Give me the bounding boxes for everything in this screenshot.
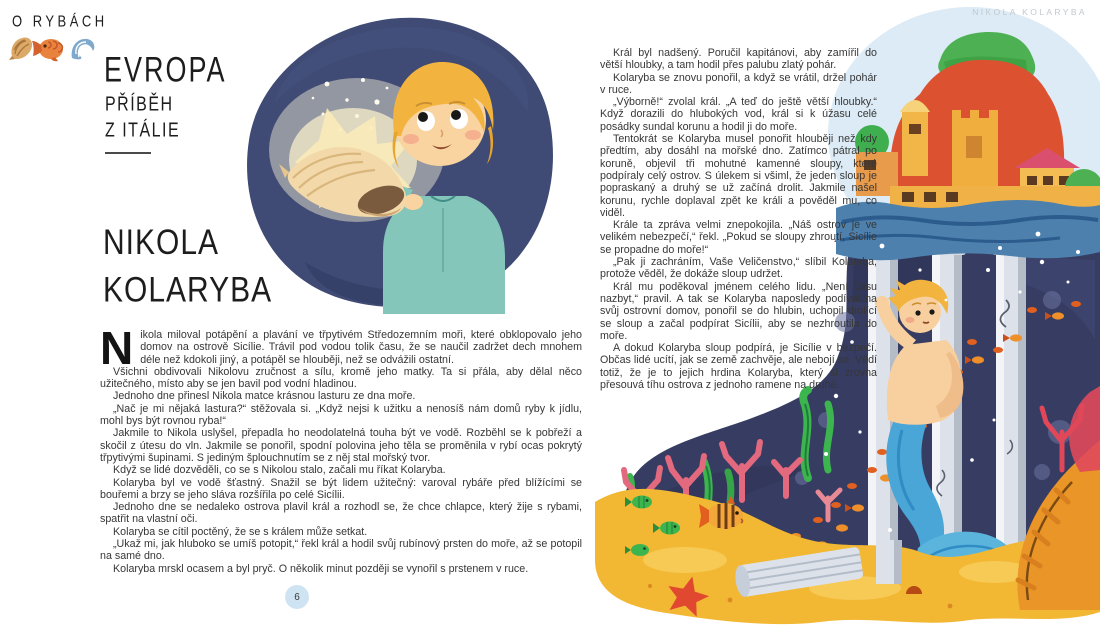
story-paragraph: Kolaryba se cítil poctěný, že se s králem může setkat. xyxy=(113,525,368,538)
subtitle-underline xyxy=(105,152,151,154)
fish-icon xyxy=(32,39,63,61)
story-paragraph: Jakmile to Nikola uslyšel, přepadla ho neodolatelná touha být ve vodě. Rozběhl se k pobřeží a skočil z útesu do vln. Jakmile se ponořil, spodní polovina jeho těla se proměnila v rybí ocas pokrytý třpytivými šupinami. S jediným šplouchnutím se z něj stal mořský tvor. xyxy=(100,427,582,464)
region-label: EVROPA xyxy=(104,50,227,90)
boy-with-shell-illustration xyxy=(235,12,565,319)
story-paragraph: „Ukaž mi, jak hluboko se umíš potopit,“ řekl král a hodil svůj rubínový prsten do moře, až se potopil na samé dno. xyxy=(100,538,582,563)
story-paragraph: Všichni obdivovali Nikolovu zručnost a sílu, kromě jeho matky. Ta si přála, aby dělal něco užitečného, místo aby se jen bavil pod vodní hladinou. xyxy=(100,365,582,391)
column-stub xyxy=(876,540,902,584)
story-paragraph: Kolaryba se znovu ponořil, a když se vrátil, držel pohár v ruce. xyxy=(600,71,877,96)
story-title-line-1: NIKOLA xyxy=(103,223,220,263)
story-paragraph: Tentokrát se Kolaryba musel ponořit hlouběji než kdy předtím, aby dosáhl na mořské dno. Zatímco pátral po koruně, objevil tři mohutné kamenné sloupy, které podpíraly celý ostrov. S úlekem si všiml, že jeden sloup je popraskaný a druhý se už začíná drolit. Jakmile našel korunu, rychle doplaval zpět ke králi a pověděl mu, co viděl. xyxy=(600,133,877,219)
subtitle-line-1: PŘÍBĚH xyxy=(105,94,174,116)
page-number: 6 xyxy=(285,585,309,609)
story-paragraph: Krále ta zpráva velmi znepokojila. „Náš ostrov je ve velikém nebezpečí,“ řekl. „Pokud se sloupy zhroutí, Sicílie se propadne do moře!“ xyxy=(600,219,877,256)
drop-cap: N xyxy=(100,322,134,374)
series-logo-icons xyxy=(8,32,96,69)
story-title-line-2: KOLARYBA xyxy=(103,270,273,310)
right-page-text xyxy=(600,47,877,391)
story-paragraph: „Pak ji zachráním, Vaše Veličenstvo,“ slíbil Kolaryba, protože věděl, že dokáže sloup udržet. xyxy=(600,256,877,281)
story-paragraph: Jednoho dne přinesl Nikola matce krásnou lasturu ze dna moře. xyxy=(113,390,416,403)
story-paragraph: Nikola miloval potápění a plavání ve třpytivém Středozemním moři, které obklopovalo jeho domov na ostrově Sicílie. Trávil pod vodou tolik času, že se naučil zadržet dech mnohem déle než kdokoli jiný, a potápěl se hlouběji, než se odvážili ostatní. xyxy=(100,322,582,374)
shell-icon xyxy=(9,37,32,60)
story-paragraph: Jednoho dne se nedaleko ostrova plavil král a rozhodl se, že chce chlapce, který žije s rybami, spatřit na vlastní oči. xyxy=(100,501,582,526)
story-paragraph: „Nač je mi nějaká lastura?“ stěžovala si. „Když nejsi k užitku a nenosíš nám domů ryby k jídlu, mohl bys být rovnou ryba!“ xyxy=(100,402,582,428)
wave-icon xyxy=(72,39,95,59)
story-paragraph: Král mu poděkoval jménem celého lidu. „Není času nazbyt,“ pravil. A tak se Kolaryba naposledy podíval na svůj ostrovní domov, ponořil se do hlubin, uchopil drolící se sloup a začal podpírat Sicílii, aby se nezhroutila do moře. xyxy=(600,280,877,342)
story-paragraph: Kolaryba mrskl ocasem a byl pryč. O několik minut později se vynořil s prstenem v ruce. xyxy=(113,562,529,575)
story-paragraph: A dokud Kolaryba sloup podpírá, je Sicílie v bezpečí. Občas lidé ucítí, jak se země zachvěje, ale nebojí se. Vědí totiž, že je to jejich hrdina Kolaryba, který si zrovna přesouvá tíhu ostrova z jednoho ramene na druhé. xyxy=(600,342,877,392)
left-page-text xyxy=(100,322,582,575)
story-paragraph: Když se lidé dozvěděli, co se s Nikolou stalo, začali mu říkat Kolaryba. xyxy=(113,464,446,477)
running-header: NIKOLA KOLARYBA xyxy=(972,7,1087,17)
story-paragraph: Kolaryba byl ve vodě šťastný. Snažil se být lidem užitečný: varoval rybáře před blížícími se bouřemi a brzy se jeho sláva rozšířila po celé Sicílii. xyxy=(100,476,582,501)
story-paragraph: Král byl nadšený. Poručil kapitánovi, aby zamířil do větší hloubky, a tam hodil přes palubu zlatý pohár. xyxy=(600,47,877,72)
series-title: O RYBÁCH xyxy=(12,12,108,30)
subtitle-line-2: Z ITÁLIE xyxy=(105,120,181,142)
story-paragraph: „Výborně!“ zvolal král. „A teď do ještě větší hloubky.“ Když dorazili do hlubokých vod, král si k úžasu celé posádky sundal korunu a hodil ji do moře. xyxy=(600,96,877,133)
